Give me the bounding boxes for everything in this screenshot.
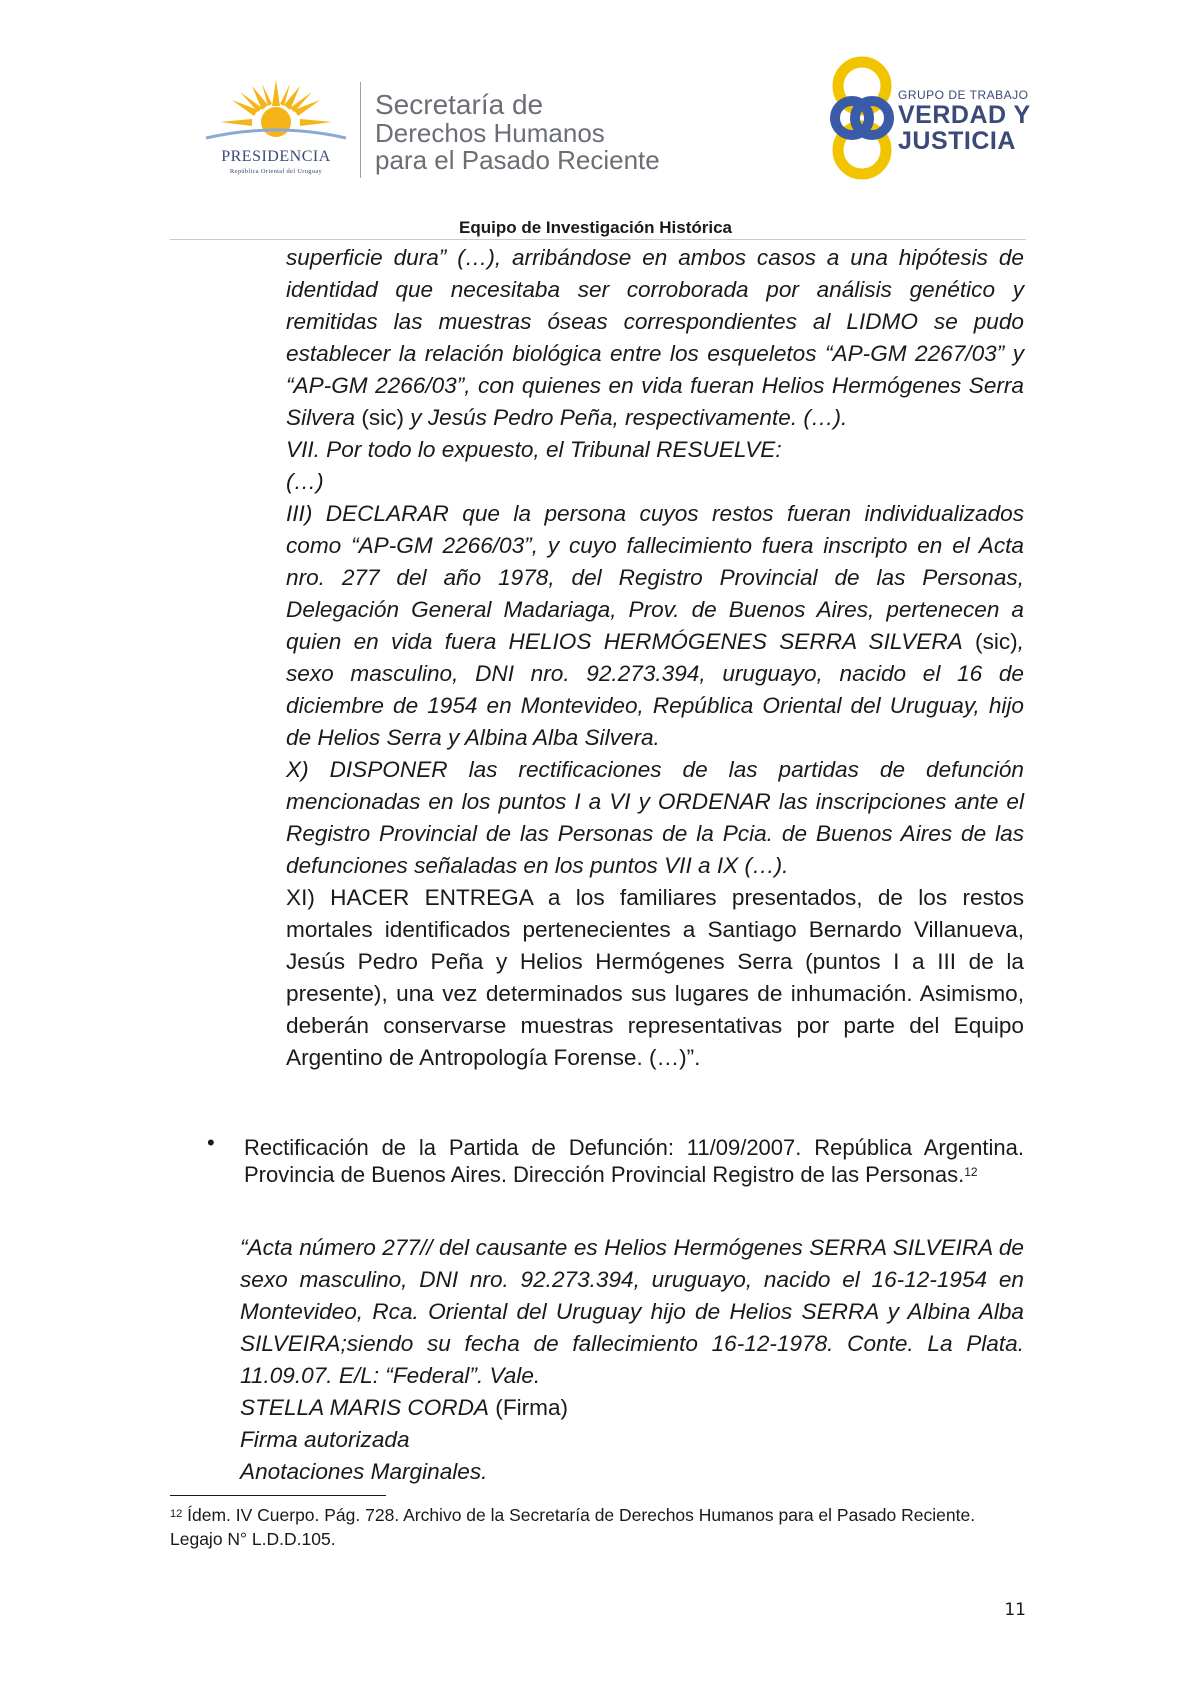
ruling-paragraph-resuelve: VII. Por todo lo expuesto, el Tribunal RESUELVE: — [286, 437, 782, 462]
firma-autorizada: Firma autorizada — [240, 1427, 410, 1452]
secretaria-line-3: para el Pasado Reciente — [375, 145, 660, 175]
page-number: 11 — [1004, 1600, 1026, 1620]
signature-line — [240, 1392, 1024, 1424]
page-header — [0, 0, 1191, 240]
verdad-justicia-logo-icon — [822, 56, 902, 180]
footnote-number: 12 — [170, 1508, 183, 1520]
secretaria-line-2: Derechos Humanos — [375, 118, 605, 148]
bullet-item: Rectificación de la Partida de Defunción: 11/09/2007. República Argentina. Provincia de Buenos Aires. Dirección Provincial Registro de las Personas.$^{12}$ — [244, 1135, 1024, 1187]
presidencia-wordmark: PRESIDENCIA — [221, 148, 331, 165]
header-rule — [170, 239, 1026, 240]
grupo-de-trabajo-label: GRUPO DE TRABAJO — [898, 88, 1029, 102]
sun-icon — [196, 78, 356, 148]
presidencia-logo — [196, 78, 356, 178]
ruling-paragraph-declarar: III) DECLARAR que la persona cuyos restos fueran individualizados como “AP-GM 2266/03”, y cuyo fallecimiento fuera inscripto en el Acta nro. 277 del año 1978, del Registro Provincial de las Personas, Delegación General Madariaga, Prov. de Buenos Aires, pertenecen a quien en vida fuera HELIOS HERMÓGENES SERRA SILVERA (sic), sexo masculino, DNI nro. 92.273.394, uruguayo, nacido el 16 de diciembre de 1954 en Montevideo, República Oriental del Uruguay, hijo de Helios Serra y Albina Alba Silvera. — [286, 501, 1024, 750]
acta-paragraph: “Acta número 277// del causante es Helios Hermógenes SERRA SILVEIRA de sexo masculino, DNI nro. 92.273.394, uruguayo, nacido el 16-12-1954 en Montevideo, Rca. Oriental del Uruguay hijo de Helios SERRA y Albina Alba SILVEIRA;siendo su fecha de fallecimiento 16-12-1978. Conte. La Plata. 11.09.07. E/L: “Federal”. Vale. — [240, 1235, 1024, 1388]
header-divider — [360, 82, 361, 178]
acta-quote — [240, 1232, 1024, 1488]
ruling-paragraph-1: superficie dura” (…), arribándose en ambos casos a una hipótesis de identidad que necesitaba ser corroborada por análisis genético y remitidas las muestras óseas correspondientes al LIDMO se pudo establecer la relación biológica entre los esqueletos “AP-GM 2267/03” y “AP-GM 2266/03”, con quienes en vida fueran Helios Hermógenes Serra Silvera (sic) y Jesús Pedro Peña, respectivamente. (…). — [286, 245, 1024, 430]
footnote — [170, 1503, 1026, 1551]
verdad-justicia-wordmark — [898, 88, 1058, 154]
secretaria-title — [375, 90, 705, 174]
ruling-ellipsis: (…) — [286, 469, 324, 494]
presidencia-subtitle: República Oriental del Uruguay — [229, 168, 323, 175]
court-ruling-quote — [286, 242, 1024, 1074]
bullet-icon: • — [207, 1130, 215, 1155]
signature-name: STELLA MARIS CORDA — [240, 1395, 490, 1420]
verdad-y-label: VERDAD Y — [898, 101, 1031, 129]
footnote-ref[interactable]: 12 — [964, 1165, 978, 1179]
justicia-label: JUSTICIA — [898, 127, 1016, 155]
equipo-heading: Equipo de Investigación Histórica — [459, 218, 732, 237]
footnote-rule — [170, 1495, 386, 1496]
signature-note: (Firma) — [489, 1395, 569, 1420]
ruling-paragraph-disponer: X) DISPONER las rectificaciones de las partidas de defunción mencionadas en los puntos I a VI y ORDENAR las inscripciones ante el Registro Provincial de las Personas de la Pcia. de Buenos Aires de las defunciones señaladas en los puntos VII a IX (…). — [286, 757, 1024, 878]
anotaciones-marginales: Anotaciones Marginales. — [240, 1459, 488, 1484]
ruling-paragraph-entrega: XI) HACER ENTREGA a los familiares presentados, de los restos mortales identificados pertenecientes a Santiago Bernardo Villanueva, Jesús Pedro Peña y Helios Hermógenes Serra (puntos I a III de la presente), una vez determinados sus lugares de inhumación. Asimismo, deberán conservarse muestras representativas por parte del Equipo Argentino de Antropología Forense. (…)”. — [286, 885, 1024, 1070]
secretaria-line-1: Secretaría de — [375, 89, 544, 120]
footnote-text: Ídem. IV Cuerpo. Pág. 728. Archivo de la Secretaría de Derechos Humanos para el Pasado Reciente. Legajo N° L.D.D.105. — [170, 1505, 976, 1549]
